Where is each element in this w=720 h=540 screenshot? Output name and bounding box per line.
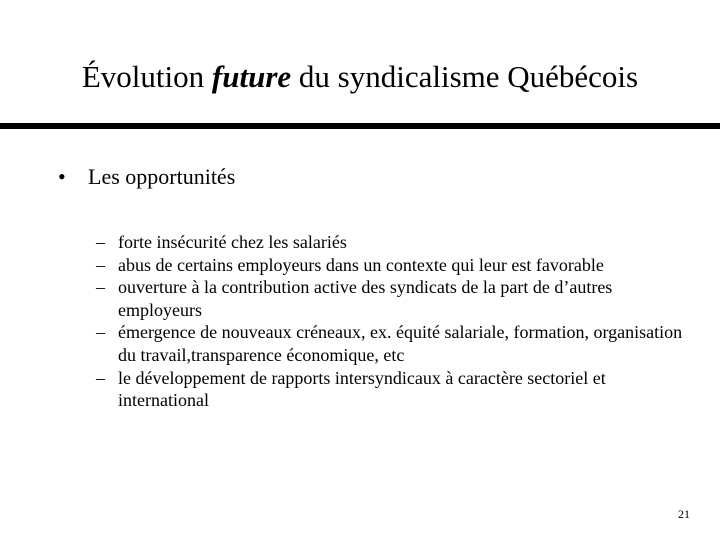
- sub-bullet-item: [96, 276, 696, 321]
- sub-bullet-text: le développement de rapports intersyndicaux à caractère sectoriel et international: [118, 367, 606, 411]
- sub-bullet-text: émergence de nouveaux créneaux, ex. équité salariale, formation, organisation du travail,transparence économique, etc: [118, 322, 683, 365]
- sub-bullet-text: abus de certains employeurs dans un contexte qui leur est favorable: [118, 254, 604, 275]
- title-divider: [0, 123, 720, 129]
- dash-marker: –: [96, 254, 105, 275]
- slide-title: [0, 58, 720, 96]
- sub-bullet-text: ouverture à la contribution active des syndicats de la part de d’autres employeurs: [118, 277, 613, 320]
- dash-marker: –: [96, 367, 105, 388]
- main-bullet: [58, 163, 235, 191]
- sub-bullet-item: [96, 231, 696, 254]
- sub-bullet-item: [96, 321, 696, 366]
- page-number: 21: [678, 507, 690, 521]
- sub-bullet-text: forte insécurité chez les salariés: [118, 232, 347, 252]
- sub-bullet-list: [96, 231, 696, 412]
- dash-marker: –: [96, 322, 105, 343]
- bullet-dot: •: [58, 164, 66, 189]
- sub-bullet-item: [96, 254, 696, 277]
- title-emphasis: future: [211, 59, 292, 94]
- dash-marker: –: [96, 232, 105, 252]
- title-text-start: Évolution: [81, 59, 212, 94]
- bullet-text: Les opportunités: [88, 164, 236, 189]
- dash-marker: –: [96, 277, 105, 298]
- title-text-end: du syndicalisme Québécois: [291, 59, 639, 94]
- sub-bullet-item: [96, 367, 696, 412]
